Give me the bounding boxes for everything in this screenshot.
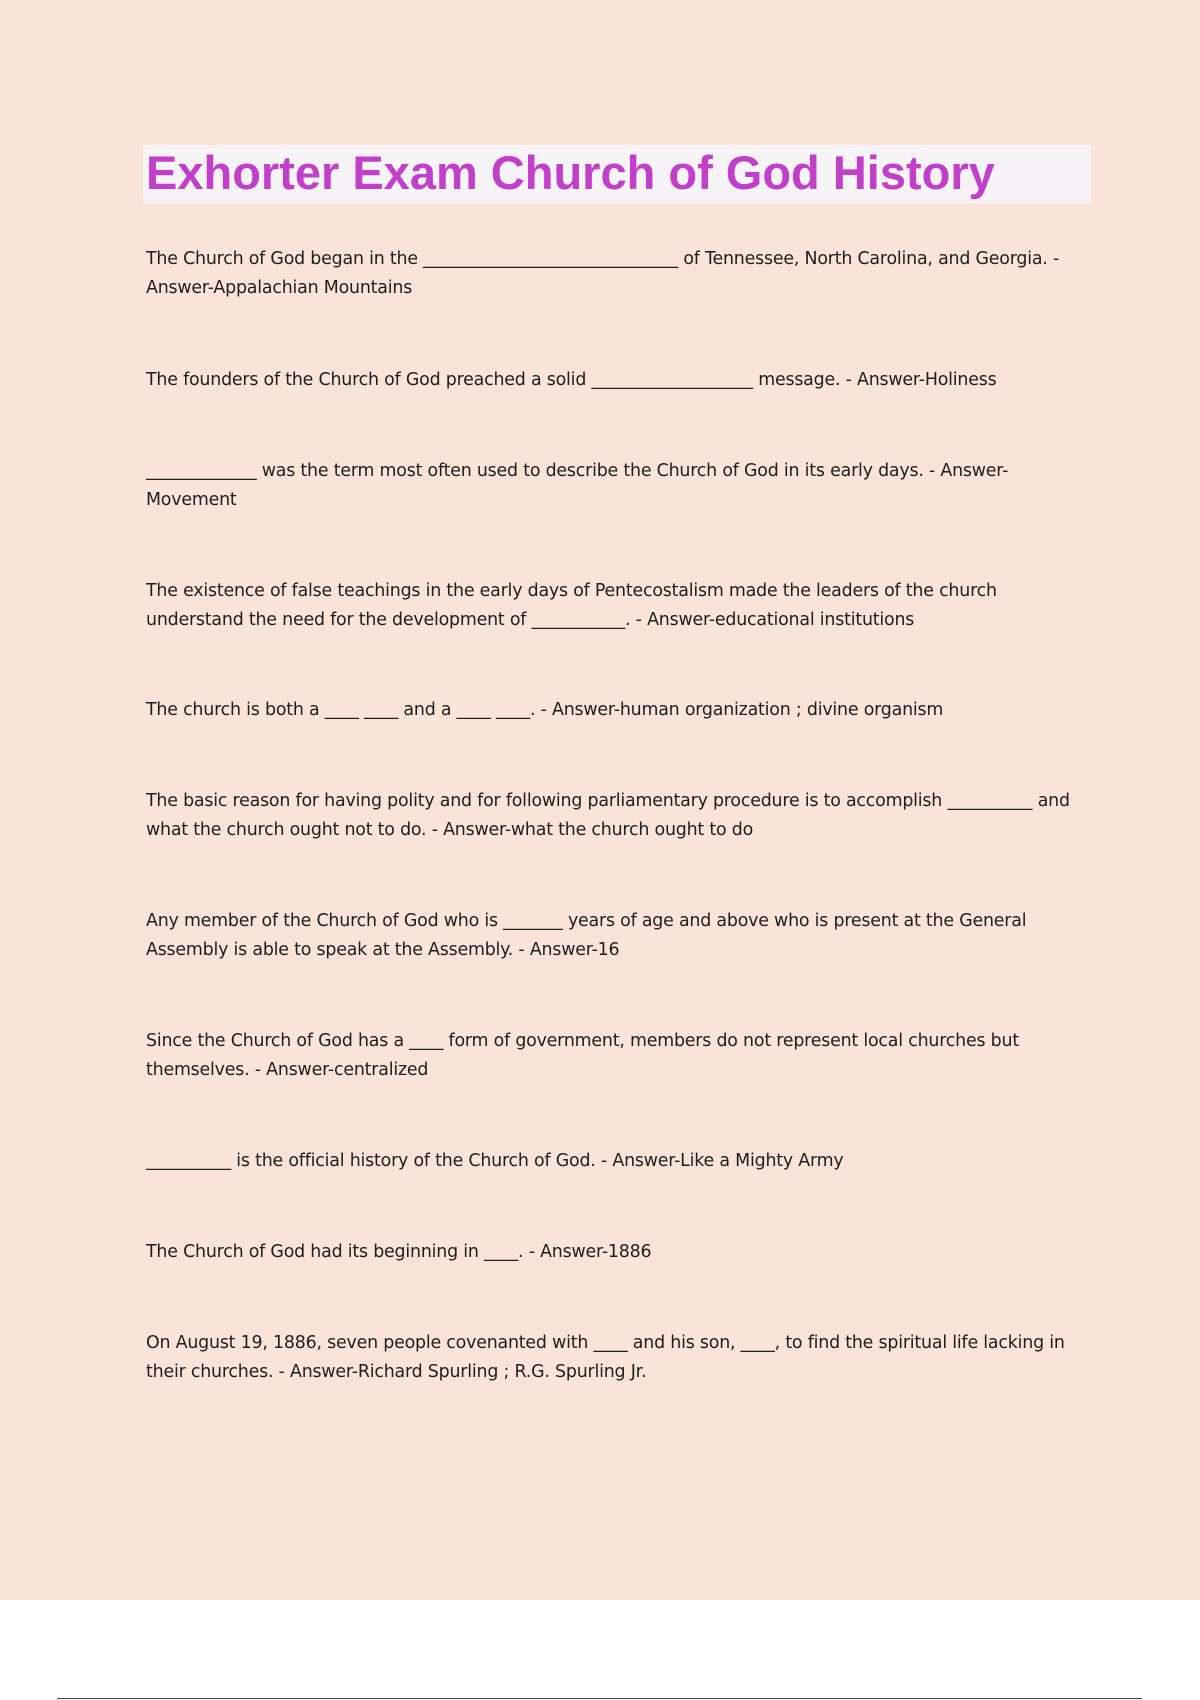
question-item-8: Since the Church of God has a ____ form of government, members do not represent local churches but themselves. - Answer-centralized — [146, 1031, 1019, 1080]
question-item-5: The church is both a ____ ____ and a ____ ____. - Answer-human organization ; divine organism — [146, 700, 944, 720]
document-title: Exhorter Exam Church of God History — [146, 146, 995, 199]
question-item-7: Any member of the Church of God who is _______ years of age and above who is present at the General Assembly is able to speak at the Assembly. - Answer-16 — [146, 911, 1027, 960]
question-item-6: The basic reason for having polity and for following parliamentary procedure is to accomplish __________ and what the church ought not to do. - Answer-what the church ought to do — [146, 791, 1070, 840]
question-item-10: The Church of God had its beginning in ____. - Answer-1886 — [146, 1242, 652, 1262]
question-item-9: __________ is the official history of the Church of God. - Answer-Like a Mighty Army — [146, 1151, 844, 1171]
question-item-3: _____________ was the term most often used to describe the Church of God in its early days. - Answer-Movement — [146, 461, 1009, 510]
question-item-4: The existence of false teachings in the early days of Pentecostalism made the leaders of the church understand the need for the development of ___________. - Answer-educational institutions — [146, 581, 997, 630]
footer-divider — [57, 1698, 1142, 1699]
question-item-2: The founders of the Church of God preached a solid ___________________ message. - Answer-Holiness — [146, 370, 997, 390]
question-item-11: On August 19, 1886, seven people covenanted with ____ and his son, ____, to find the spiritual life lacking in their churches. - Answer-Richard Spurling ; R.G. Spurling Jr. — [146, 1333, 1065, 1382]
question-item-1: The Church of God began in the ______________________________ of Tennessee, North Carolina, and Georgia. - Answer-Appalachian Mountains — [146, 249, 1060, 298]
